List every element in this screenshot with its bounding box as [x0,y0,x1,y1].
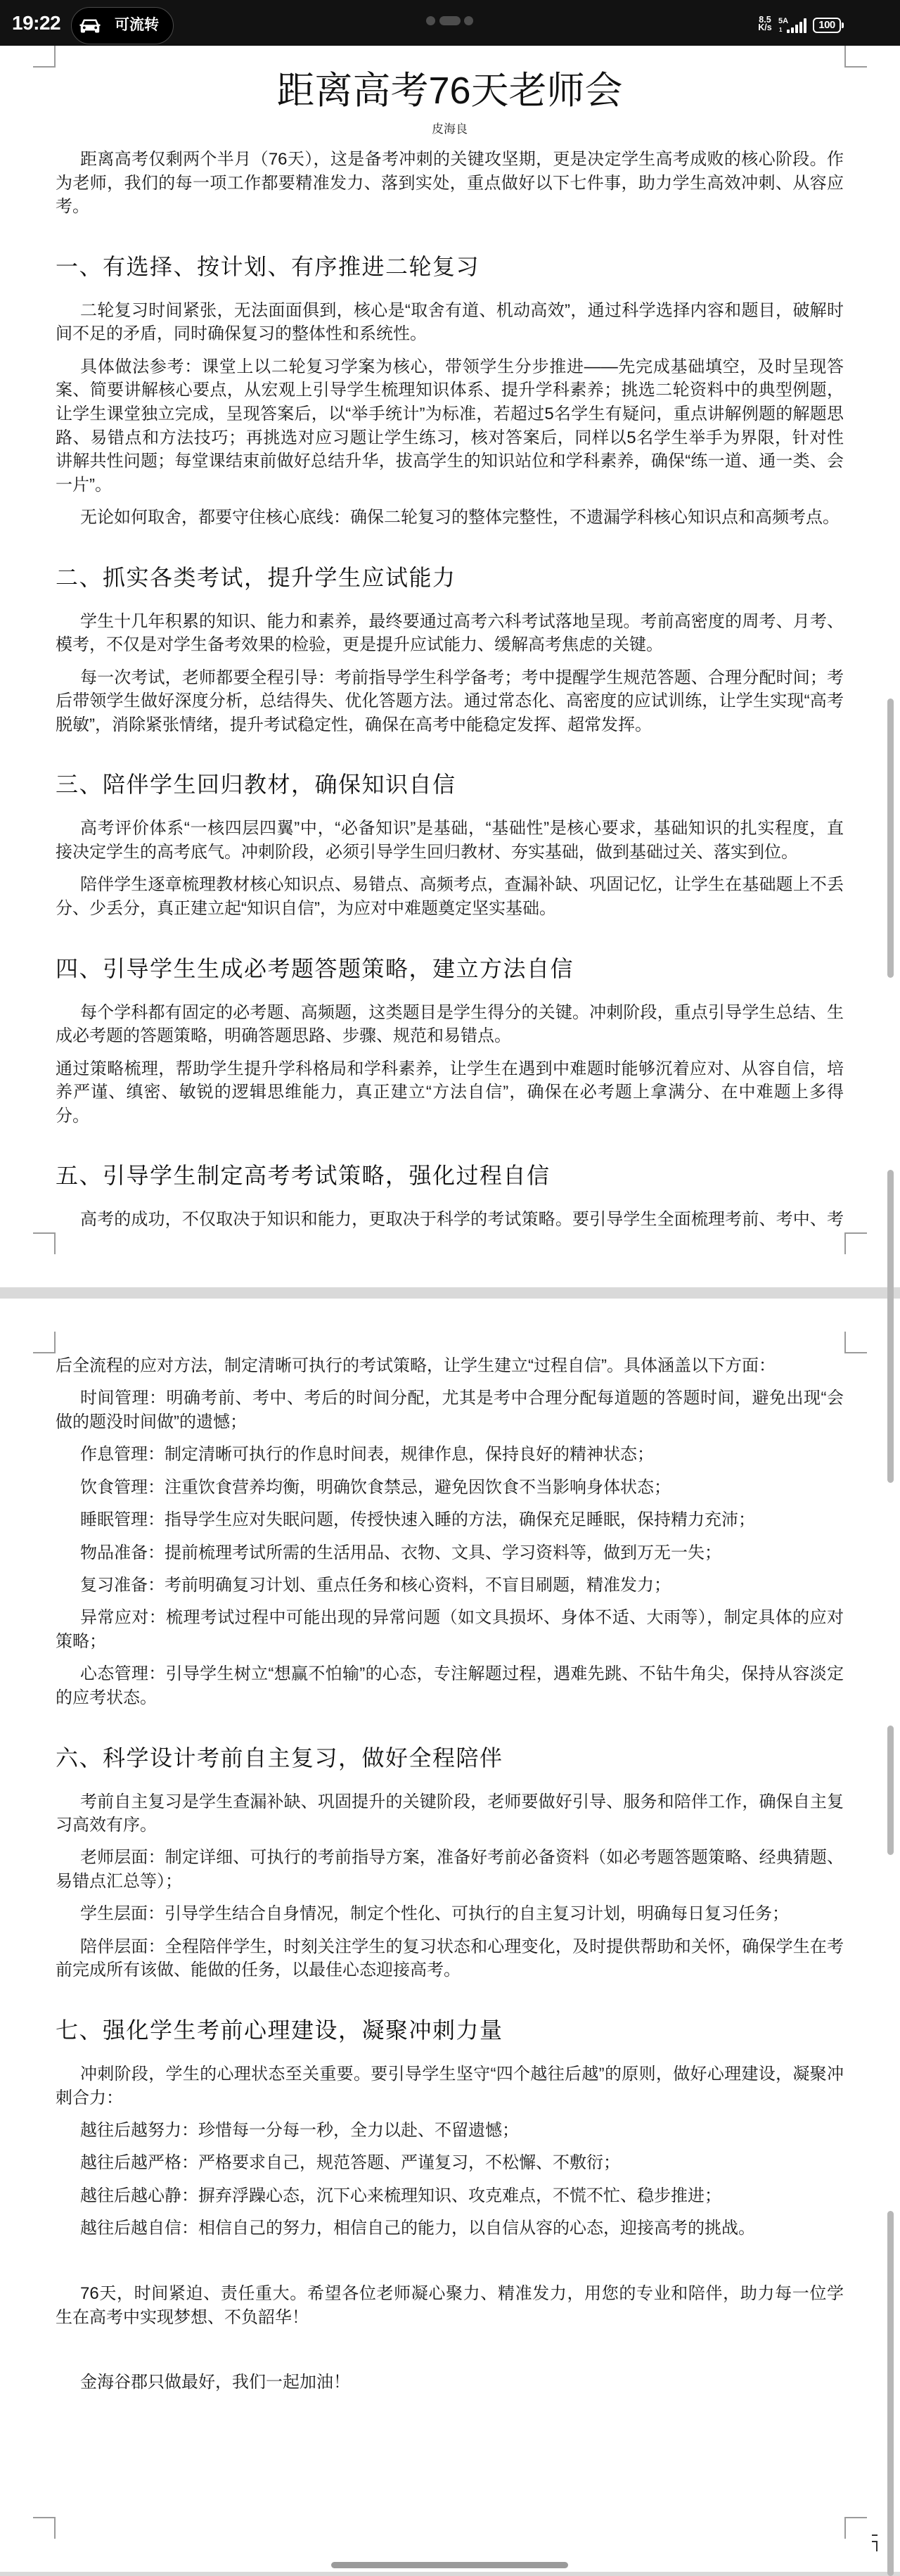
text-line: 考前自主复习是学生查漏补缺、巩固提升的关键阶段，老师要做好引导、服务和陪伴工作，确保自主复 [80,1792,844,1811]
text-line: 异常应对：梳理考试过程中可能出现的异常问题（如文具损坏、身体不适、大雨等），制定具体的应对 [80,1608,844,1628]
window-handle[interactable] [426,16,474,25]
text-line: 距离高考仅剩两个半月（76天），这是备考冲刺的关键攻坚期，更是决定学生高考成败的核心阶段。作 [80,150,844,169]
battery-level: 100 [818,19,835,31]
text-line: 分、少丢分，真正建立起“知识自信”，为应对中难题奠定坚实基础。 [56,899,556,919]
network-speed [755,16,775,32]
paragraph [56,1208,844,1232]
text-line: 陪伴层面：全程陪伴学生，时刻关注学生的复习状态和心理变化，及时提供帮助和关怀，确保学生在考 [80,1937,844,1956]
text-line: 复习准备：考前明确复习计划、重点任务和核心资料，不盲目刷题，精准发力； [80,1575,671,1595]
document-page-2 [0,1299,900,2572]
text-line: 心态管理：引导学生树立“想赢不怕输”的心态，专注解题过程，遇难先跳、不钻牛角尖，保持从容淡定 [80,1664,844,1684]
text-line: 作息管理：制定清晰可执行的作息时间表，规律作息，保持良好的精神状态； [80,1445,654,1465]
text-line: 学生十几年积累的知识、能力和素养，最终要通过高考六科考试落地呈现。考前高密度的周考、月考、 [80,611,844,631]
page-1-content [56,148,844,1232]
clock: 19:22 [12,12,61,34]
paragraph [56,1790,844,1837]
margin-corner-mark-top-right [844,46,846,67]
text-line: 睡眠管理：指导学生应对失眠问题，传授快速入睡的方法，确保充足睡眠，保持精力充沛； [80,1510,755,1530]
page-edge-mark [876,2541,878,2551]
page-text-area [56,70,844,1241]
paragraph [56,506,844,530]
handle-pill [439,16,461,25]
document-title: 距离高考76天老师会 [276,70,623,112]
car-icon [79,18,101,34]
scrollbar-thumb[interactable] [887,699,894,978]
paragraph [56,2119,844,2143]
home-indicator[interactable] [331,2562,568,2568]
text-line: 生在高考中实现梦想、不负韶华！ [56,2307,309,2327]
text-line: 越往后越严格：严格要求自己，规范答题、严谨复习，不松懈、不敷衍； [80,2153,620,2173]
document-page-1 [0,46,900,1287]
text-line: 模考，不仅是对学生备考效果的检验，更是提升应试能力、缓解高考焦虑的关键。 [56,635,663,655]
paragraph [56,1662,844,1709]
handle-dot-left [426,16,435,25]
paragraph [56,1902,844,1926]
margin-corner-mark-bottom-right [844,2517,867,2518]
text-line: 具体做法参考：课堂上以二轮复习学案为核心，带领学生分步推进——先完成基础填空，及时呈现答 [80,357,844,376]
paragraph [56,1476,844,1500]
paragraph [56,2217,844,2240]
status-bar [0,0,900,46]
section-heading: 三、陪伴学生回归教材，确保知识自信 [56,772,456,798]
paragraph [56,355,844,497]
text-line [56,2250,844,2274]
text-line: 成必考题的答题策略，明确答题思路、步骤、规范和易错点。 [56,1026,511,1046]
text-line: 分。 [56,1106,89,1126]
handle-dot-right [464,16,473,25]
text-line: 讲解共性问题；每堂课结束前做好总结升华，拔高学生的知识站位和学科素养，确保“练一道、通一类、会 [56,452,844,471]
text-line: 易错点汇总等）； [56,1872,182,1892]
text-line: 76天，时间紧迫、责任重大。希望各位老师凝心聚力、精准发力，用您的专业和陪伴，助力每一位学 [80,2283,844,2303]
sim-slot-label: 1 [779,27,783,33]
document-author: 皮海良 [432,122,468,136]
text-line: 考。 [56,197,89,217]
paragraph [56,299,844,346]
text-line: 养严谨、缜密、敏锐的逻辑思维能力，真正建立“方法自信”，确保在必考题上拿满分、在中难题上多得 [56,1083,844,1102]
text-line: 后全流程的应对方法，制定清晰可执行的考试策略，让学生建立“过程自信”。具体涵盖以下方面： [56,1356,776,1375]
text-line: 陪伴学生逐章梳理教材核心知识点、易错点、高频考点，查漏补缺、巩固记忆，让学生在基础题上不丢 [80,875,844,895]
paragraph [56,1443,844,1467]
flow-chip-label: 可流转 [115,17,159,33]
text-line: 案、简要讲解核心要点，从宏观上引导学生梳理知识体系、提升学科素养；挑选二轮资料中的典型例题， [56,381,844,400]
page-text-area [56,1354,844,2404]
text-line: 前完成所有该做、能做的任务，以最佳心态迎接高考。 [56,1960,461,1980]
paragraph [56,1386,844,1434]
text-line: 通过策略梳理，帮助学生提升学科格局和学科素养，让学生在遇到中难题时能够沉着应对、从容自信，培 [56,1059,844,1078]
text-line: 无论如何取舍，都要守住核心底线：确保二轮复习的整体完整性，不遗漏学科核心知识点和高频考点。 [80,508,840,528]
text-line: 每个学科都有固定的必考题、高频题，这类题目是学生得分的关键。冲刺阶段，重点引导学生总结、生 [80,1002,844,1022]
scrollbar-thumb[interactable] [887,1726,894,1855]
paragraph [56,2282,844,2329]
text-line: 为老师，我们的每一项工作都要精准发力、落到实处，重点做好以下七件事，助力学生高效冲刺、从容应 [56,173,844,193]
margin-corner-mark-top-left [33,66,56,68]
text-line: 时间管理：明确考前、考中、考后的时间分配，尤其是考中合理分配每道题的答题时间，避免出现“会 [80,1389,844,1408]
text-line: 做的题没时间做”的遗憾； [56,1412,247,1432]
text-line: 饮食管理：注重饮食营养均衡，明确饮食禁忌，避免因饮食不当影响身体状态； [80,1477,671,1497]
margin-corner-mark-bottom-left [33,2517,56,2518]
text-line: 脱敏”，消除紧张情绪，提升考试稳定性，确保在高考中能稳定发挥、超常发挥。 [56,715,652,734]
network-speed-value: 8.5 [759,15,771,25]
text-line: 习高效有序。 [56,1816,157,1835]
paragraph [56,2062,844,2110]
section-heading: 一、有选择、按计划、有序推进二轮复习 [56,253,480,279]
text-line: 越往后越自信：相信自己的努力，相信自己的能力，以自信从容的心态，迎接高考的挑战。 [80,2219,755,2238]
text-line: 每一次考试，老师都要全程引导：考前指导学生科学备考；考中提醒学生规范答题、合理分配时间；考 [80,668,844,687]
margin-corner-mark-top-left [54,1332,56,1353]
margin-corner-mark-bottom-left [33,1232,56,1234]
signal-strength-icon [784,18,808,33]
text-line: 间不足的矛盾，同时确保复习的整体性和系统性。 [56,324,427,344]
text-line [56,2338,844,2362]
paragraph [56,2184,844,2208]
margin-corner-mark-bottom-right [844,1232,867,1234]
margin-corner-mark-top-left [54,46,56,67]
section-heading: 四、引导学生生成必考题答题策略，建立方法自信 [56,955,574,981]
paragraph [56,1001,844,1048]
network-speed-unit: K/s [758,23,772,32]
scrollbar-thumb[interactable] [887,1170,894,1483]
text-line: 的应考状态。 [56,1688,157,1707]
paragraph [56,1846,844,1893]
paragraph [56,817,844,864]
paragraph [56,1508,844,1532]
margin-corner-mark-top-right [844,1352,867,1353]
paragraph [56,873,844,920]
paragraph [56,1541,844,1565]
text-line: 高考评价体系“一核四层四翼”中，“必备知识”是基础，“基础性”是核心要求，基础知识的扎实程度，直 [80,819,844,839]
text-line: 二轮复习时间紧张，无法面面俱到，核心是“取舍有道、机动高效”，通过科学选择内容和题目，破解时 [80,300,844,320]
text-line: 让学生课堂独立完成，呈现答案后，以“举手统计”为标准，若超过5名学生有疑问，重点讲解例题的解题思 [56,404,844,423]
scrollbar-thumb[interactable] [887,2211,894,2576]
page-2-content [56,1354,844,2395]
margin-corner-mark-top-right [844,1332,846,1353]
page-edge-mark [872,2534,878,2536]
margin-corner-mark-top-right [844,66,867,68]
empty-paragraph [56,2338,844,2362]
margin-corner-mark-bottom-left [54,2517,56,2539]
text-line: 接决定学生的高考底气。冲刺阶段，必须引导学生回归教材、夯实基础，做到基础过关、落实到位。 [56,843,798,862]
paragraph [56,2151,844,2175]
network-type-label: 5A [778,17,789,25]
paragraph [56,1935,844,1982]
section-heading: 七、强化学生考前心理建设，凝聚冲刺力量 [56,2017,503,2043]
text-line: 冲刺阶段，学生的心理状态至关重要。要引导学生坚守“四个越往后越”的原则，做好心理建设，凝聚冲 [80,2065,844,2084]
text-line: 高考的成功，不仅取决于知识和能力，更取决于科学的考试策略。要引导学生全面梳理考前、考中、考 [80,1210,844,1230]
paragraph [56,148,844,219]
section-heading: 六、科学设计考前自主复习，做好全程陪伴 [56,1745,503,1771]
paragraph [56,1057,844,1128]
text-line: 金海谷郡只做最好，我们一起加油！ [80,2373,350,2392]
text-line: 一片”。 [56,475,112,495]
battery-tip [842,23,844,28]
paragraph [56,1574,844,1598]
paragraph [56,2371,844,2395]
flow-chip-button[interactable] [71,7,174,44]
text-line: 越往后越努力：珍惜每一分每一秒，全力以赴、不留遗憾； [80,2121,519,2141]
text-line: 物品准备：提前梳理考试所需的生活用品、衣物、文具、学习资料等，做到万无一失； [80,1543,721,1562]
margin-corner-mark-top-left [33,1352,56,1353]
empty-paragraph [56,2250,844,2274]
margin-corner-mark-bottom-right [844,2517,846,2539]
text-line: 刺合力： [56,2088,123,2108]
section-heading: 五、引导学生制定高考考试策略，强化过程自信 [56,1163,551,1189]
paragraph [56,1606,844,1653]
text-line: 路、易错点和方法技巧；再挑选对应习题让学生练习，核对答案后，同样以5名学生举手为界限，针对性 [56,428,844,447]
paragraph [56,610,844,657]
text-line: 后带领学生做好深度分析，总结得失、优化答题方法。通过常态化、高密度的应试训练，让学生实现“高考 [56,691,844,711]
text-line: 策略； [56,1631,106,1651]
text-line: 越往后越心静：摒弃浮躁心态，沉下心来梳理知识、攻克难点，不慌不忙、稳步推进； [80,2186,721,2205]
battery-icon [813,18,841,33]
paragraph [56,666,844,737]
margin-corner-mark-bottom-left [54,1232,56,1254]
margin-corner-mark-bottom-right [844,1232,846,1254]
paragraph [56,1354,844,1378]
section-heading: 二、抓实各类考试，提升学生应试能力 [56,564,456,590]
text-line: 老师层面：制定详细、可执行的考前指导方案，准备好考前必备资料（如必考题答题策略、经典猜题、 [80,1848,844,1868]
text-line: 学生层面：引导学生结合自身情况，制定个性化、可执行的自主复习计划，明确每日复习任务； [80,1904,789,1924]
